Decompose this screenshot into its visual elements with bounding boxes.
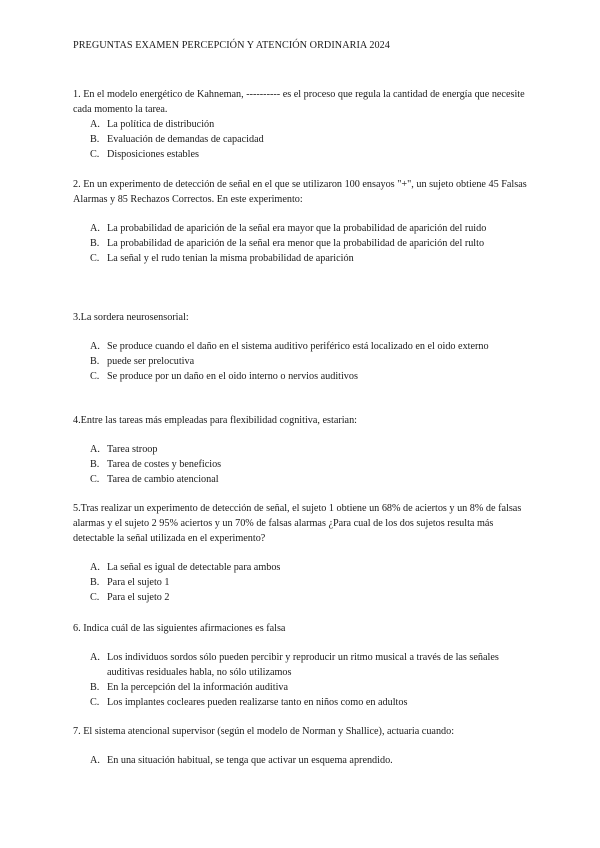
option-text: Tarea stroop [107, 444, 158, 455]
option-item [73, 339, 528, 354]
option-text: Se produce por un daño en el oido interno o nervios auditivos [107, 371, 358, 382]
option-text: Evaluación de demandas de capacidad [107, 134, 264, 145]
option-item [73, 221, 528, 236]
option-list [73, 117, 528, 162]
option-letter: C. [90, 253, 100, 264]
option-letter: B. [90, 356, 100, 367]
option-item [73, 695, 528, 710]
option-letter: B. [90, 134, 100, 145]
option-item [73, 753, 528, 768]
option-text: Tarea de cambio atencional [107, 474, 219, 485]
option-item [73, 442, 528, 457]
option-list [73, 650, 528, 710]
option-list [73, 339, 528, 384]
option-item [73, 560, 528, 575]
question-7 [73, 724, 528, 768]
question-6 [73, 621, 528, 710]
option-text: En la percepción del la información auditiva [107, 682, 289, 693]
option-text: puede ser prelocutiva [107, 356, 195, 367]
option-letter: A. [90, 223, 100, 234]
question-text: 1. En el modelo energético de Kahneman, ---------- es el proceso que regula la cantidad de energía que necesite cada momento la tarea. [73, 89, 525, 115]
option-letter: A. [90, 341, 100, 352]
option-letter: B. [90, 459, 100, 470]
question-1 [73, 87, 528, 162]
option-text: La señal y el rudo tenian la misma probabilidad de aparición [107, 253, 354, 264]
option-item [73, 369, 528, 384]
question-text: 3.La sordera neurosensorial: [73, 312, 189, 323]
option-list [73, 442, 528, 487]
option-letter: C. [90, 149, 100, 160]
option-text: La política de distribución [107, 119, 215, 130]
option-list [73, 560, 528, 605]
option-text: Tarea de costes y beneficios [107, 459, 222, 470]
option-letter: B. [90, 238, 100, 249]
question-5 [73, 501, 528, 605]
option-item [73, 147, 528, 162]
option-text: Los implantes cocleares pueden realizarse tanto en niños como en adultos [107, 697, 408, 708]
question-text: 4.Entre las tareas más empleadas para flexibilidad cognitiva, estarian: [73, 415, 358, 426]
option-letter: C. [90, 697, 100, 708]
question-text: 7. El sistema atencional supervisor (según el modelo de Norman y Shallice), actuaria cuando: [73, 726, 455, 737]
document-title: PREGUNTAS EXAMEN PERCEPCIÓN Y ATENCIÓN ORDINARIA 2024 [73, 40, 390, 51]
option-item [73, 650, 528, 680]
option-text: La probabilidad de aparición de la señal era menor que la probabilidad de aparición del rulto [107, 238, 485, 249]
option-letter: B. [90, 682, 100, 693]
option-text: La probabilidad de aparición de la señal era mayor que la probabilidad de aparición del ruido [107, 223, 487, 234]
option-list [73, 221, 528, 266]
question-text: 2. En un experimento de detección de señal en el que se utilizaron 100 ensayos "+", un sujeto obtiene 45 Falsas Alarmas y 85 Rechazos Correctos. En este experimento: [73, 179, 527, 205]
option-text: Los individuos sordos sólo pueden percibir y reproducir un ritmo musical a través de las señales auditivas residuales habla, no sólo utilizamos [107, 652, 499, 678]
option-text: En una situación habitual, se tenga que activar un esquema aprendido. [107, 755, 393, 766]
option-text: Disposiciones estables [107, 149, 199, 160]
question-3 [73, 310, 528, 384]
option-item [73, 132, 528, 147]
option-letter: C. [90, 371, 100, 382]
option-item [73, 236, 528, 251]
option-text: La señal es igual de detectable para ambos [107, 562, 281, 573]
option-letter: A. [90, 755, 100, 766]
option-letter: A. [90, 444, 100, 455]
question-2 [73, 177, 528, 266]
option-item [73, 354, 528, 369]
question-text: 6. Indica cuál de las siguientes afirmaciones es falsa [73, 623, 286, 634]
option-item [73, 457, 528, 472]
question-text: 5.Tras realizar un experimento de detección de señal, el sujeto 1 obtiene un 68% de aciertos y un 8% de falsas alarmas y el sujeto 2 95% aciertos y un 70% de falsas alarmas ¿Para cual de los dos sujetos resulta más detectable la señal utilizada en el experimento? [73, 503, 522, 544]
option-item [73, 590, 528, 605]
option-letter: A. [90, 652, 100, 663]
question-4 [73, 413, 528, 487]
option-letter: B. [90, 577, 100, 588]
option-item [73, 575, 528, 590]
option-item [73, 117, 528, 132]
option-list [73, 753, 528, 768]
option-item [73, 251, 528, 266]
option-letter: C. [90, 474, 100, 485]
option-item [73, 472, 528, 487]
option-letter: A. [90, 562, 100, 573]
option-item [73, 680, 528, 695]
option-text: Se produce cuando el daño en el sistema auditivo periférico está localizado en el oido externo [107, 341, 489, 352]
option-letter: A. [90, 119, 100, 130]
option-text: Para el sujeto 2 [107, 592, 170, 603]
option-text: Para el sujeto 1 [107, 577, 170, 588]
option-letter: C. [90, 592, 100, 603]
